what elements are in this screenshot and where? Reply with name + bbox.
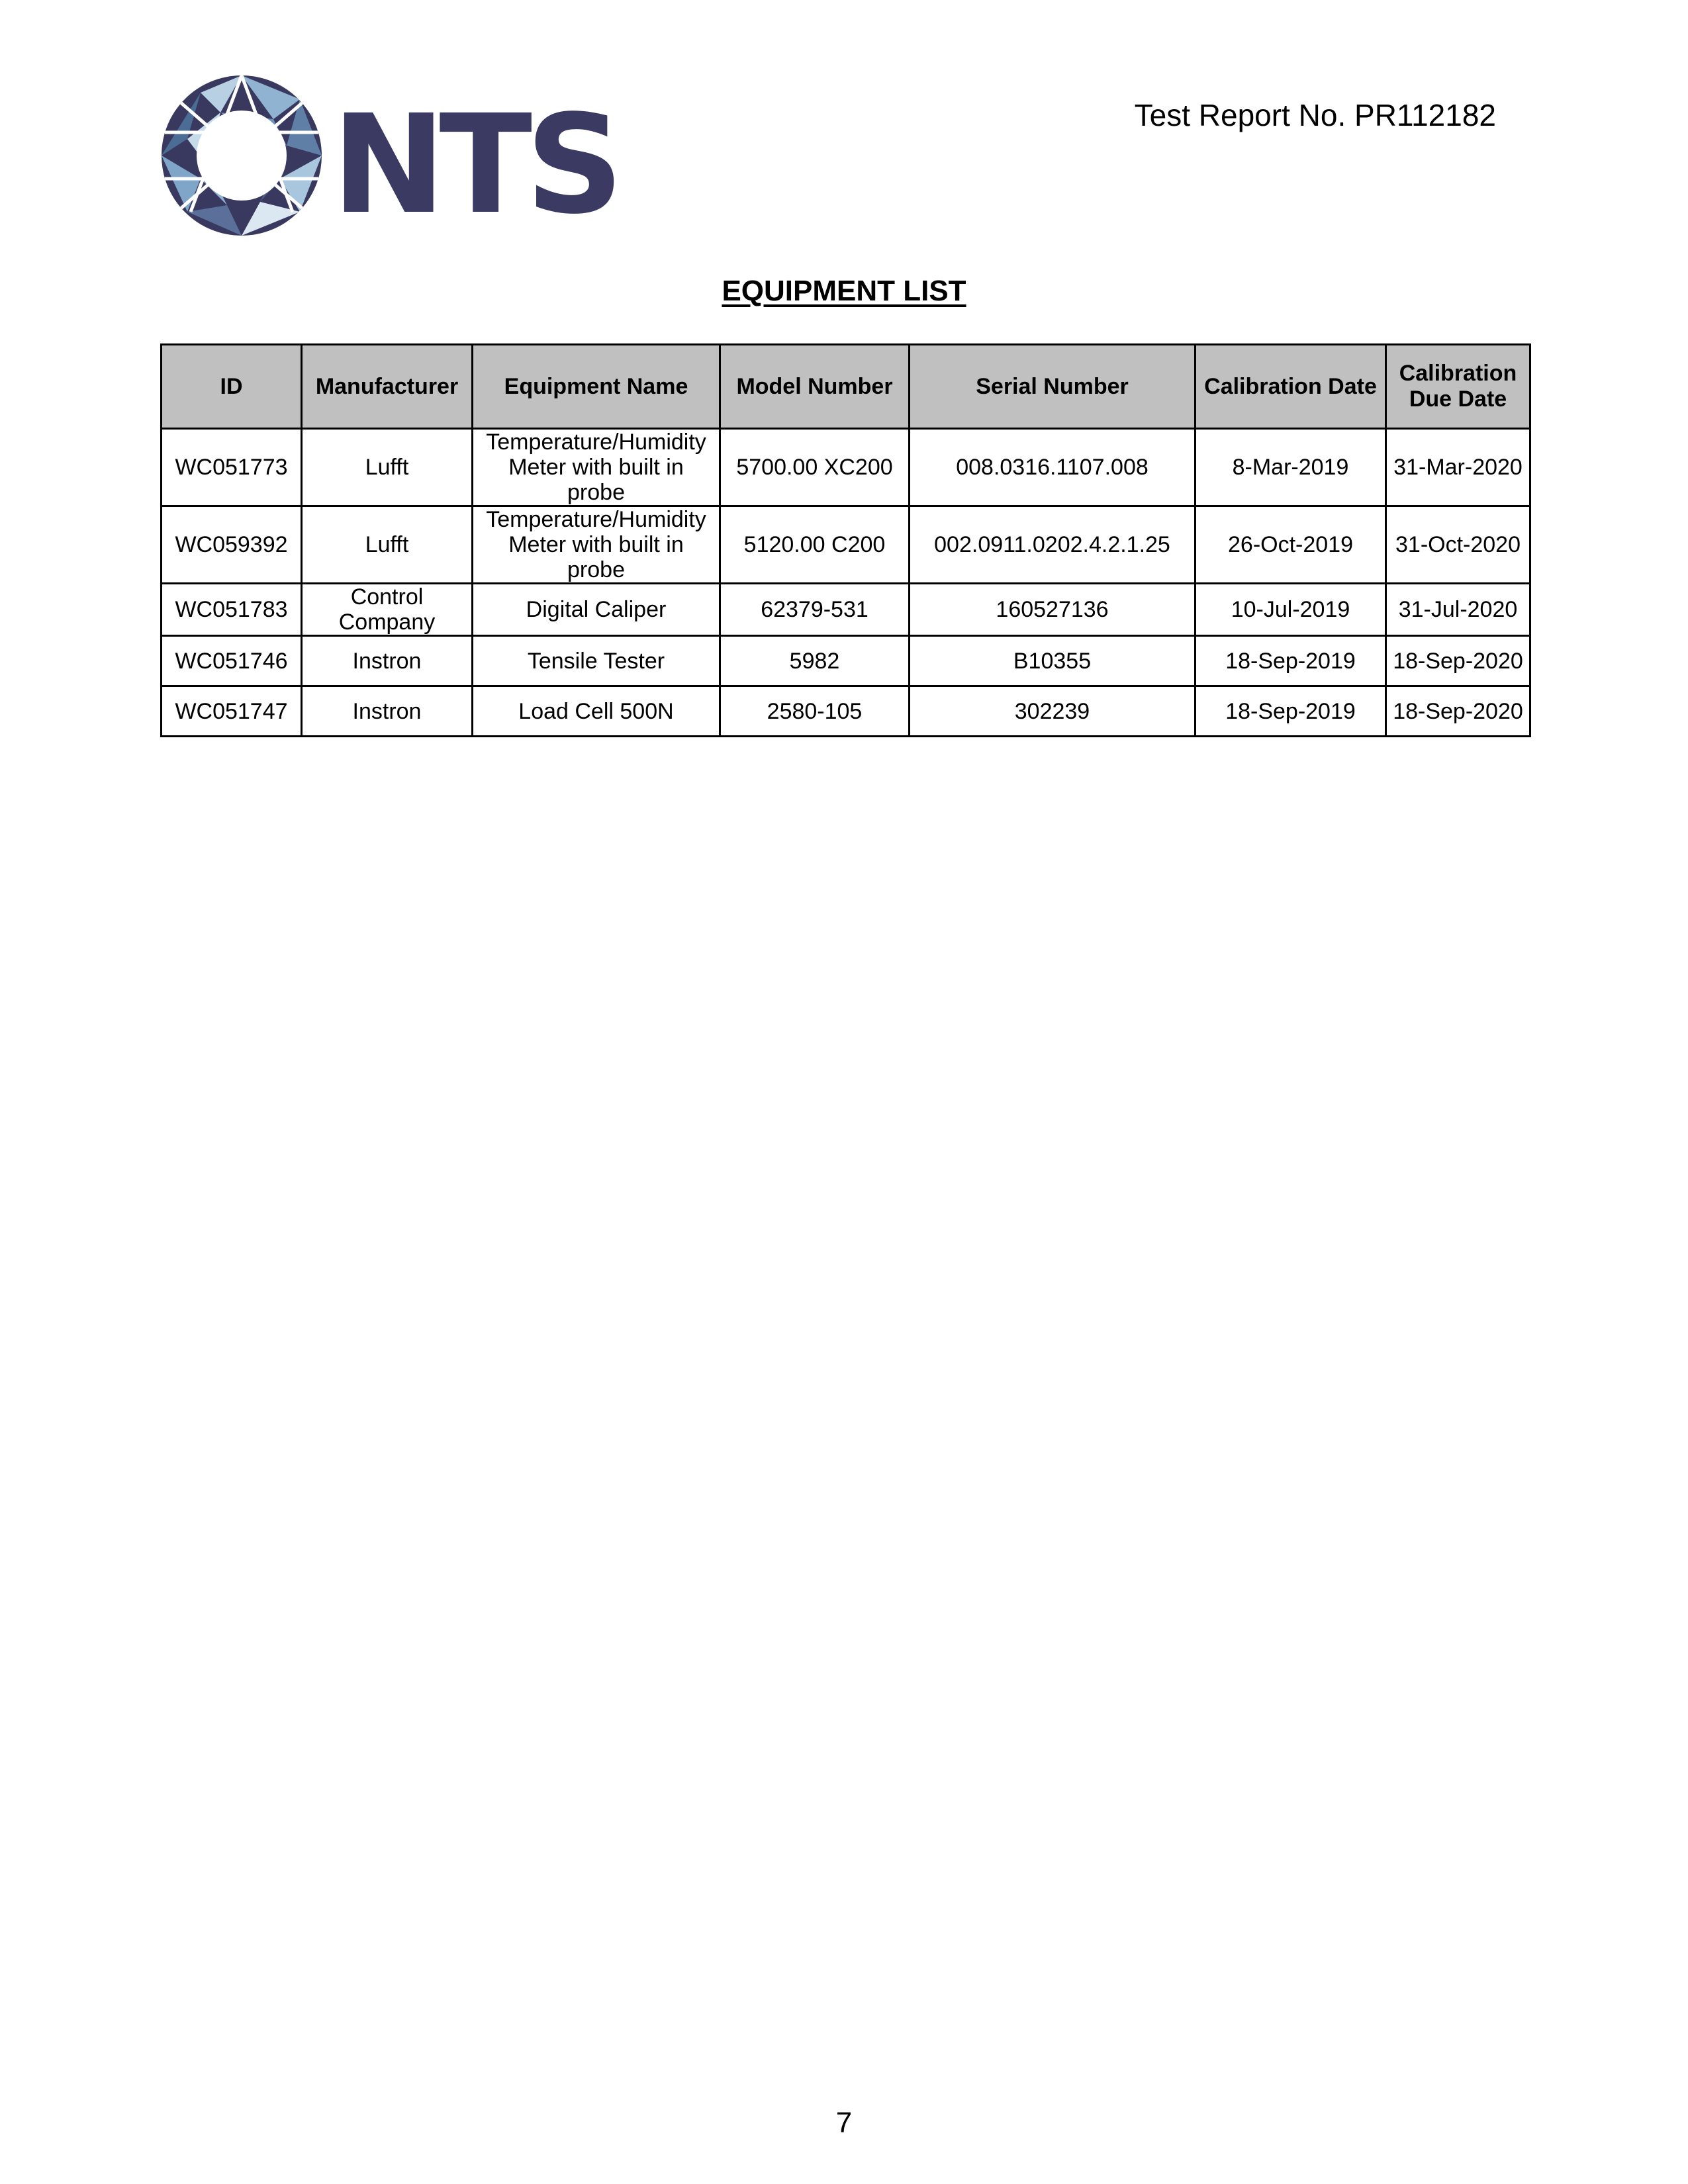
column-header-calibration-date: Calibration Date <box>1196 345 1386 429</box>
cell-calibration-date: 8-Mar-2019 <box>1196 429 1386 506</box>
cell-serial-number: B10355 <box>910 636 1196 686</box>
cell-calibration-date: 26-Oct-2019 <box>1196 506 1386 584</box>
cell-equipment-name: Load Cell 500N <box>473 686 720 737</box>
cell-equipment-name: Digital Caliper <box>473 584 720 636</box>
cell-model-number: 5700.00 XC200 <box>720 429 910 506</box>
cell-serial-number: 160527136 <box>910 584 1196 636</box>
cell-model-number: 5982 <box>720 636 910 686</box>
logo-wordmark: NTS <box>332 85 618 244</box>
globe-icon <box>161 73 326 238</box>
column-header-id: ID <box>162 345 302 429</box>
nts-logo <box>161 73 618 244</box>
cell-id: WC059392 <box>162 506 302 584</box>
cell-id: WC051747 <box>162 686 302 737</box>
table-row <box>162 584 1530 636</box>
cell-manufacturer: Lufft <box>302 506 473 584</box>
column-header-equipment-name: Equipment Name <box>473 345 720 429</box>
table-header-row <box>162 345 1530 429</box>
cell-manufacturer: Control Company <box>302 584 473 636</box>
cell-equipment-name: Temperature/Humidity Meter with built in probe <box>473 429 720 506</box>
cell-calibration-due-date: 18-Sep-2020 <box>1386 636 1530 686</box>
cell-calibration-date: 18-Sep-2019 <box>1196 686 1386 737</box>
cell-manufacturer: Instron <box>302 686 473 737</box>
column-header-calibration-due-date: Calibration Due Date <box>1386 345 1530 429</box>
cell-equipment-name: Tensile Tester <box>473 636 720 686</box>
cell-calibration-date: 18-Sep-2019 <box>1196 636 1386 686</box>
cell-serial-number: 008.0316.1107.008 <box>910 429 1196 506</box>
cell-calibration-due-date: 31-Jul-2020 <box>1386 584 1530 636</box>
equipment-table <box>160 343 1531 737</box>
cell-calibration-due-date: 31-Oct-2020 <box>1386 506 1530 584</box>
cell-model-number: 62379-531 <box>720 584 910 636</box>
cell-model-number: 2580-105 <box>720 686 910 737</box>
cell-equipment-name: Temperature/Humidity Meter with built in probe <box>473 506 720 584</box>
column-header-serial-number: Serial Number <box>910 345 1196 429</box>
page-title: EQUIPMENT LIST <box>722 275 966 307</box>
cell-id: WC051783 <box>162 584 302 636</box>
cell-serial-number: 002.0911.0202.4.2.1.25 <box>910 506 1196 584</box>
table-row <box>162 429 1530 506</box>
table-row <box>162 686 1530 737</box>
table-row <box>162 636 1530 686</box>
table-row <box>162 506 1530 584</box>
column-header-model-number: Model Number <box>720 345 910 429</box>
cell-manufacturer: Instron <box>302 636 473 686</box>
column-header-manufacturer: Manufacturer <box>302 345 473 429</box>
cell-manufacturer: Lufft <box>302 429 473 506</box>
cell-calibration-due-date: 31-Mar-2020 <box>1386 429 1530 506</box>
cell-calibration-due-date: 18-Sep-2020 <box>1386 686 1530 737</box>
cell-id: WC051773 <box>162 429 302 506</box>
cell-calibration-date: 10-Jul-2019 <box>1196 584 1386 636</box>
cell-id: WC051746 <box>162 636 302 686</box>
cell-model-number: 5120.00 C200 <box>720 506 910 584</box>
cell-serial-number: 302239 <box>910 686 1196 737</box>
page-number: 7 <box>835 2107 853 2139</box>
report-number: Test Report No. PR112182 <box>1134 98 1496 132</box>
